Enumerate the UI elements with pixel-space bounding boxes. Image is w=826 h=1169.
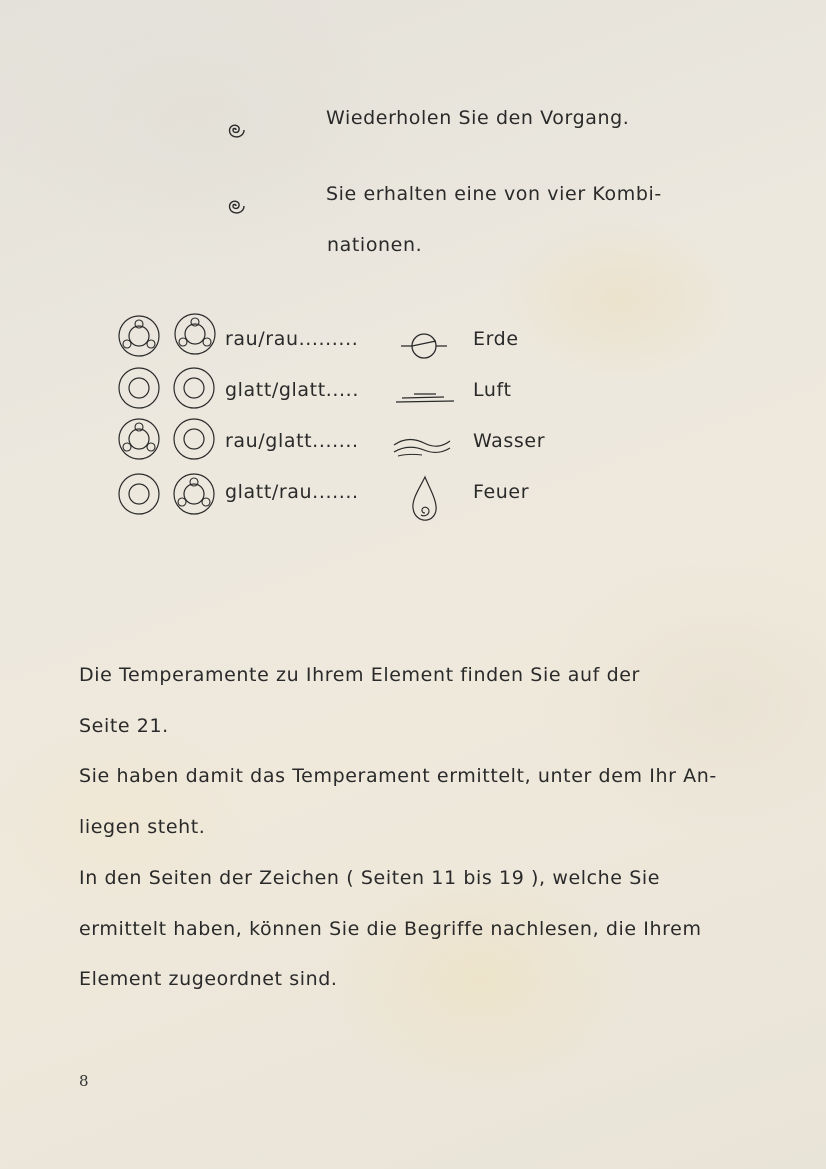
- body-line: Sie haben damit das Temperament ermittelt, unter dem Ihr An-: [79, 765, 717, 788]
- instruction-text: Sie erhalten eine von vier Kombi-: [326, 183, 662, 205]
- body-line: In den Seiten der Zeichen ( Seiten 11 bis 19 ), welche Sie: [79, 866, 661, 889]
- element-name: Wasser: [473, 430, 546, 452]
- smooth-stone-icon: [171, 365, 217, 411]
- combination-label: glatt/glatt.....: [225, 379, 359, 401]
- water-symbol-icon: [392, 422, 462, 472]
- body-paragraph: [79, 650, 759, 1005]
- body-line: Element zugeordnet sind.: [79, 968, 338, 991]
- spiral-icon: [220, 115, 250, 145]
- page-number: 8: [79, 1072, 89, 1090]
- earth-symbol-icon: [392, 320, 462, 370]
- body-line: ermittelt haben, können Sie die Begriffe nachlesen, die Ihrem: [79, 917, 702, 940]
- fire-symbol-icon: [392, 475, 462, 525]
- combination-row: [112, 469, 632, 520]
- combination-row: [112, 316, 632, 367]
- body-line: liegen steht.: [79, 816, 206, 839]
- rough-stone-icon: [172, 313, 218, 359]
- rough-stone-icon: [116, 315, 162, 361]
- combination-row: [112, 367, 632, 418]
- spiral-icon: [220, 191, 250, 221]
- instruction-text-continued: nationen.: [327, 234, 423, 256]
- instruction-text: Wiederholen Sie den Vorgang.: [326, 107, 630, 129]
- combination-label: rau/rau.........: [225, 328, 359, 350]
- combination-table: [112, 316, 632, 520]
- body-line: Die Temperamente zu Ihrem Element finden Sie auf der: [79, 664, 640, 686]
- smooth-stone-icon: [116, 365, 162, 411]
- combination-label: rau/glatt.......: [225, 430, 359, 452]
- smooth-stone-icon: [171, 416, 217, 462]
- air-symbol-icon: [392, 371, 462, 421]
- element-name: Feuer: [473, 481, 530, 503]
- smooth-stone-icon: [116, 471, 162, 517]
- rough-stone-icon: [116, 418, 162, 464]
- combination-label: glatt/rau.......: [225, 481, 359, 503]
- element-name: Luft: [473, 379, 512, 401]
- body-line: Seite 21.: [79, 714, 169, 737]
- element-name: Erde: [473, 328, 519, 350]
- combination-row: [112, 418, 632, 469]
- rough-stone-icon: [171, 471, 217, 517]
